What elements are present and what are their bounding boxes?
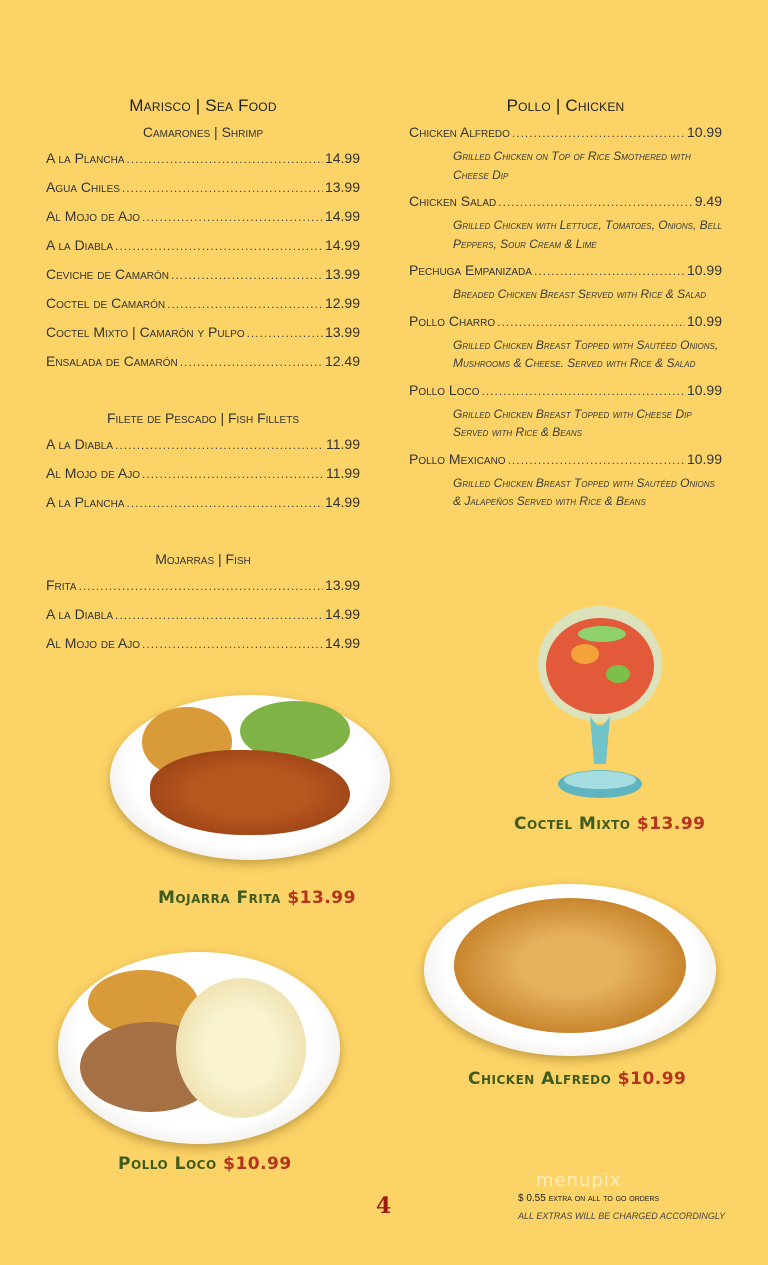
menu-item-price: 9.49: [694, 193, 722, 209]
dot-leader: [512, 126, 685, 140]
fillets-subtitle: Filete de Pescado | Fish Fillets: [106, 410, 299, 426]
menu-item-name: Chicken Alfredo: [409, 124, 510, 140]
chicken-section: [409, 96, 722, 520]
dot-leader: [498, 195, 693, 209]
seafood-section: [46, 96, 360, 664]
dot-leader: [115, 438, 324, 452]
menu-item-price: 14.99: [324, 635, 360, 651]
dot-leader: [508, 453, 685, 467]
mojarra-caption-price: $13.99: [287, 888, 356, 908]
menu-item: [46, 494, 360, 523]
shrimp-subtitle: Camarones | Shrimp: [142, 124, 264, 140]
dot-leader: [142, 467, 324, 481]
menu-item-price: 10.99: [686, 124, 722, 140]
menu-item: [46, 635, 360, 664]
menu-item-name: A la Diabla: [46, 606, 114, 622]
menu-item-name: A la Plancha: [46, 494, 125, 510]
chicken-title: Pollo | Chicken: [506, 96, 625, 115]
menu-item-name: Coctel Mixto | Camarón y Pulpo: [46, 324, 245, 340]
dot-leader: [122, 181, 323, 195]
fillets-list: [46, 436, 360, 523]
menu-item-name: Pollo Mexicano: [409, 450, 506, 467]
menu-item-price: 14.99: [324, 237, 360, 253]
dot-leader: [171, 268, 323, 282]
menu-item-name: Coctel de Camarón: [46, 295, 166, 311]
menu-item-price: 14.99: [324, 494, 360, 510]
menu-item-name: Pollo Charro: [409, 312, 496, 329]
loco-caption-name: Pollo Loco: [118, 1154, 217, 1174]
coctel-mixto-image: [530, 604, 670, 809]
chicken-alfredo-image: [424, 884, 716, 1060]
menu-item: [46, 295, 360, 324]
menu-item-name: Ensalada de Camarón: [46, 353, 178, 369]
menu-item-name: Al Mojo de Ajo: [46, 208, 141, 224]
coctel-caption-price: $13.99: [636, 814, 706, 834]
mojarra-frita-image: [110, 695, 390, 875]
seafood-title: Marisco | Sea Food: [129, 96, 277, 115]
dot-leader: [126, 152, 322, 166]
menu-item: [46, 465, 360, 494]
alfredo-caption-price: $10.99: [617, 1069, 687, 1089]
menu-item-price: 10.99: [686, 450, 722, 467]
watermark: menupix: [536, 1170, 622, 1191]
menu-item: [46, 606, 360, 635]
menu-item-price: 14.99: [324, 208, 360, 224]
menu-item-description: Grilled Chicken on Top of Rice Smothered with Cheese Dip: [453, 149, 691, 182]
menu-item-name: Pollo Loco: [409, 381, 480, 398]
menu-item-name: Al Mojo de Ajo: [46, 635, 141, 651]
menu-item-name: Al Mojo de Ajo: [46, 465, 141, 481]
menu-item-name: Ceviche de Camarón: [46, 266, 170, 282]
mojarra-caption: [158, 888, 356, 908]
menu-item-price: 10.99: [686, 312, 722, 329]
menu-item-price: 14.99: [324, 150, 360, 166]
menu-item-name: A la Plancha: [46, 150, 125, 166]
menu-item-description: Grilled Chicken Breast Topped with Sautéed Onions & Jalapeños Served with Rice & Beans: [453, 475, 715, 508]
menu-item-name: A la Diabla: [46, 237, 114, 253]
dot-leader: [497, 315, 685, 329]
menu-item: [46, 208, 360, 237]
coctel-caption: [514, 814, 705, 834]
loco-caption: [118, 1154, 292, 1174]
dot-leader: [167, 297, 323, 311]
dot-leader: [79, 579, 323, 593]
dot-leader: [142, 210, 323, 224]
menu-item: [46, 179, 360, 208]
menu-item-price: 12.99: [324, 295, 360, 311]
dot-leader: [115, 608, 323, 622]
fish-list: [46, 577, 360, 664]
menu-item: [46, 324, 360, 353]
menu-item-name: Pechuga Empanizada: [409, 262, 532, 278]
dot-leader: [481, 384, 684, 398]
to-go-extra-note: $ 0.55 extra on all to go orders: [518, 1193, 660, 1204]
menu-item-price: 13.99: [324, 179, 360, 195]
menu-item: [46, 353, 360, 382]
menu-item-name: Frita: [46, 577, 77, 593]
page-number: 4: [376, 1193, 392, 1219]
menu-item-price: 11.99: [326, 436, 360, 452]
menu-item: [46, 237, 360, 266]
menu-item-price: 13.99: [324, 577, 360, 593]
menu-item-name: A la Diabla: [46, 436, 114, 452]
menu-item-price: 14.99: [324, 606, 360, 622]
menu-item-name: Chicken Salad: [409, 193, 497, 209]
menu-item-price: 13.99: [324, 266, 360, 282]
dot-leader: [180, 355, 323, 369]
shrimp-list: [46, 150, 360, 382]
menu-item: [46, 436, 360, 465]
dot-leader: [142, 637, 323, 651]
alfredo-caption-name: Chicken Alfredo: [468, 1069, 612, 1089]
dot-leader: [115, 239, 323, 253]
menu-item-description: Grilled Chicken with Lettuce, Tomatoes, Onions, Bell Peppers, Sour Cream & Lime: [453, 218, 722, 251]
menu-item-price: 10.99: [686, 381, 722, 398]
menu-item-price: 11.99: [326, 465, 360, 481]
alfredo-caption: [468, 1069, 686, 1089]
extras-note: ALL EXTRAS WILL BE CHARGED ACCORDINGLY: [518, 1211, 726, 1221]
dot-leader: [534, 264, 685, 278]
menu-item-price: 13.99: [324, 324, 360, 340]
pollo-loco-image: [58, 952, 342, 1148]
menu-item: [46, 150, 360, 179]
menu-item: [46, 266, 360, 295]
menu-item-description: Grilled Chicken Breast Topped with Sautéed Onions, Mushrooms & Cheese. Served with Rice & Salad: [453, 337, 719, 370]
mojarra-caption-name: Mojarra Frita: [158, 888, 281, 908]
menu-item-description: Grilled Chicken Breast Topped with Cheese Dip Served with Rice & Beans: [453, 406, 692, 439]
fish-subtitle: Mojarras | Fish: [155, 551, 251, 567]
menu-item: [46, 577, 360, 606]
menu-item-price: 10.99: [686, 262, 722, 278]
coctel-caption-name: Coctel Mixto: [514, 814, 631, 834]
menu-item-price: 12.49: [324, 353, 360, 369]
menu-item-description: Breaded Chicken Breast Served with Rice & Salad: [453, 287, 707, 301]
menu-item-name: Agua Chiles: [46, 179, 120, 195]
chicken-list: [409, 124, 722, 511]
dot-leader: [247, 326, 323, 340]
loco-caption-price: $10.99: [223, 1154, 292, 1174]
dot-leader: [126, 496, 322, 510]
